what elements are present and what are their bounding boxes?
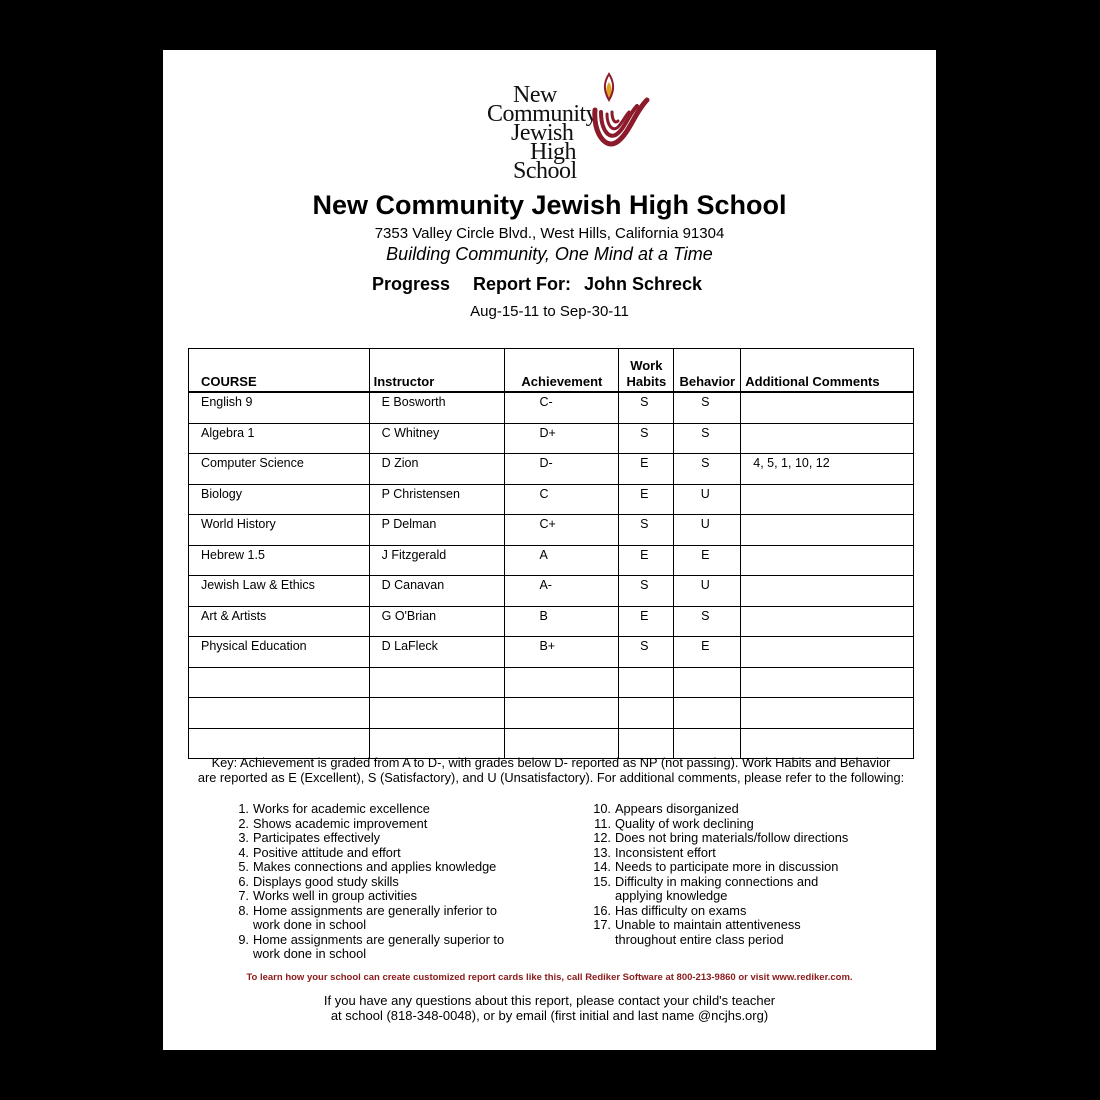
comment-code-text <box>611 831 848 846</box>
cell-course: Hebrew 1.5 <box>189 545 370 576</box>
cell-work-habits <box>619 698 674 729</box>
comment-code-text <box>249 831 380 846</box>
cell-instructor: D LaFleck <box>369 637 505 668</box>
comment-code-text <box>249 875 399 890</box>
cell-instructor: E Bosworth <box>369 392 505 423</box>
cell-comments: 4, 5, 1, 10, 12 <box>741 454 914 485</box>
comment-code-number: 16. <box>593 902 611 918</box>
cell-comments <box>741 484 914 515</box>
cell-comments <box>741 423 914 454</box>
comment-code-line: Home assignments are generally inferior to <box>253 902 497 918</box>
comment-code-number: 3. <box>238 830 249 845</box>
comment-code-line: throughout entire class period <box>615 931 784 947</box>
table-row <box>189 423 914 454</box>
comment-code-text <box>249 846 401 861</box>
comment-code-line: Works for academic excellence <box>253 801 430 816</box>
table-row <box>189 515 914 546</box>
comment-code-line: Participates effectively <box>253 830 381 845</box>
list-item <box>235 860 504 875</box>
cell-course <box>189 698 370 729</box>
comment-code-line: Appears disorganized <box>615 801 739 816</box>
list-item <box>589 875 848 904</box>
cell-behavior: U <box>674 515 741 546</box>
cell-course: Algebra 1 <box>189 423 370 454</box>
comment-code-text <box>611 875 818 904</box>
comment-code-line: Shows academic improvement <box>253 815 428 831</box>
cell-behavior: E <box>674 545 741 576</box>
cell-achievement: D+ <box>505 423 619 454</box>
school-motto: Building Community, One Mind at a Time <box>386 244 713 264</box>
comment-code-line: applying knowledge <box>615 888 728 903</box>
list-item <box>235 933 504 962</box>
table-row <box>189 484 914 515</box>
cell-course: Biology <box>189 484 370 515</box>
comment-codes-left <box>235 802 504 962</box>
grading-key-line-1: Key: Achievement is graded from A to D-, with grades below D- reported as NP (not passing). Work Habits and Behavior <box>211 755 891 770</box>
cell-instructor: D Canavan <box>369 576 505 607</box>
report-for-label: Report For: <box>473 274 571 294</box>
header-behavior: Behavior <box>674 349 741 393</box>
cell-achievement: C <box>505 484 619 515</box>
cell-achievement: B <box>505 606 619 637</box>
comment-code-text <box>611 918 801 947</box>
cell-work-habits <box>619 667 674 698</box>
table-header-row <box>189 349 914 393</box>
contact-line-1: If you have any questions about this report, please contact your child's teacher <box>323 993 776 1008</box>
list-item <box>589 846 848 861</box>
cell-course <box>189 728 370 759</box>
cell-comments <box>741 515 914 546</box>
grades-table <box>188 348 914 759</box>
cell-work-habits: S <box>619 637 674 668</box>
cell-work-habits: S <box>619 515 674 546</box>
school-logo <box>485 72 655 188</box>
list-item <box>589 860 848 875</box>
comment-code-line: work done in school <box>253 917 367 932</box>
cell-instructor <box>369 728 505 759</box>
comment-code-number: 1. <box>238 801 249 816</box>
list-item <box>235 817 504 832</box>
cell-behavior: S <box>674 454 741 485</box>
progress-label: Progress <box>372 274 451 294</box>
comment-code-number: 10. <box>593 801 611 816</box>
grading-key <box>188 755 914 785</box>
comment-code-text <box>249 802 430 817</box>
cell-instructor: P Christensen <box>369 484 505 515</box>
list-item <box>589 918 848 947</box>
comment-code-line: Unable to maintain attentiveness <box>615 917 801 932</box>
comment-code-text <box>611 846 716 861</box>
table-row <box>189 667 914 698</box>
cell-comments <box>741 545 914 576</box>
grading-key-line-2: are reported as E (Excellent), S (Satisfactory), and U (Unsatisfactory). For additional comments, please refer to the following: <box>197 770 905 785</box>
cell-work-habits: S <box>619 423 674 454</box>
table-row <box>189 606 914 637</box>
logo-line-2: Community <box>487 101 598 127</box>
header-work-habits <box>619 349 674 393</box>
table-row <box>189 545 914 576</box>
list-item <box>589 802 848 817</box>
cell-behavior: E <box>674 637 741 668</box>
comment-code-number: 11. <box>594 815 611 831</box>
cell-work-habits: S <box>619 392 674 423</box>
cell-achievement <box>505 667 619 698</box>
comment-code-number: 5. <box>238 859 249 874</box>
comment-code-number: 4. <box>238 844 249 860</box>
cell-behavior <box>674 667 741 698</box>
comment-code-line: Difficulty in making connections and <box>615 873 819 889</box>
list-item <box>589 904 848 919</box>
cell-comments <box>741 637 914 668</box>
comment-code-text <box>249 933 504 962</box>
cell-instructor <box>369 698 505 729</box>
cell-instructor <box>369 667 505 698</box>
header-work-habits-line1: Work <box>630 358 663 373</box>
cell-achievement: A <box>505 545 619 576</box>
cell-instructor: G O'Brian <box>369 606 505 637</box>
cell-comments <box>741 667 914 698</box>
menorah-flame-icon <box>585 72 655 172</box>
comment-code-number: 13. <box>593 844 611 860</box>
header-achievement: Achievement <box>505 349 619 393</box>
cell-behavior <box>674 728 741 759</box>
table-row <box>189 637 914 668</box>
comment-code-number: 9. <box>238 931 249 947</box>
cell-course: World History <box>189 515 370 546</box>
cell-behavior: S <box>674 423 741 454</box>
list-item <box>589 831 848 846</box>
cell-work-habits <box>619 728 674 759</box>
logo-line-3: Jewish <box>511 120 574 146</box>
cell-work-habits: E <box>619 606 674 637</box>
list-item <box>235 802 504 817</box>
comment-code-line: work done in school <box>253 946 367 961</box>
comment-code-number: 12. <box>593 830 611 845</box>
cell-comments <box>741 606 914 637</box>
header-instructor: Instructor <box>369 349 505 393</box>
cell-instructor: J Fitzgerald <box>369 545 505 576</box>
cell-achievement: B+ <box>505 637 619 668</box>
logo-line-5: School <box>513 158 577 184</box>
cell-achievement <box>505 728 619 759</box>
header-course: COURSE <box>189 349 370 393</box>
comment-code-number: 17. <box>593 917 611 932</box>
comment-code-line: Has difficulty on exams <box>615 902 747 918</box>
logo-wordmark <box>485 82 598 184</box>
school-name-heading: New Community Jewish High School <box>312 190 787 220</box>
comment-code-text <box>249 904 497 933</box>
list-item <box>235 831 504 846</box>
cell-achievement: C+ <box>505 515 619 546</box>
cell-instructor: C Whitney <box>369 423 505 454</box>
student-name: John Schreck <box>584 274 703 294</box>
comment-code-line: Inconsistent effort <box>615 844 716 860</box>
contact-note <box>163 993 936 1023</box>
cell-behavior: U <box>674 484 741 515</box>
cell-behavior: S <box>674 606 741 637</box>
cell-achievement: A- <box>505 576 619 607</box>
comment-code-line: Displays good study skills <box>253 873 399 889</box>
cell-course: Physical Education <box>189 637 370 668</box>
table-row <box>189 576 914 607</box>
cell-achievement: C- <box>505 392 619 423</box>
list-item <box>235 875 504 890</box>
cell-comments <box>741 728 914 759</box>
cell-work-habits: E <box>619 454 674 485</box>
comment-code-text <box>611 802 739 817</box>
logo-line-1: New <box>513 82 557 108</box>
comment-codes-right <box>589 802 848 947</box>
cell-instructor: P Delman <box>369 515 505 546</box>
cell-achievement: D- <box>505 454 619 485</box>
comment-code-line: Quality of work declining <box>615 815 754 831</box>
list-item <box>589 817 848 832</box>
cell-course <box>189 667 370 698</box>
cell-instructor: D Zion <box>369 454 505 485</box>
comment-code-text <box>249 889 417 904</box>
comment-code-text <box>249 860 496 875</box>
table-row <box>189 454 914 485</box>
cell-course: Art & Artists <box>189 606 370 637</box>
table-row <box>189 392 914 423</box>
list-item <box>235 846 504 861</box>
cell-work-habits: S <box>619 576 674 607</box>
header-comments: Additional Comments <box>741 349 914 393</box>
comment-code-text <box>611 860 838 875</box>
comment-code-text <box>611 904 746 919</box>
cell-course: Computer Science <box>189 454 370 485</box>
cell-behavior: S <box>674 392 741 423</box>
header-work-habits-line2: Habits <box>626 374 667 389</box>
rediker-ad: To learn how your school can create customized report cards like this, call Rediker Software at 800-213-9860 or visit www.rediker.com. <box>246 972 853 983</box>
cell-course: English 9 <box>189 392 370 423</box>
comment-code-number: 6. <box>238 873 249 889</box>
list-item <box>235 889 504 904</box>
report-card-page <box>163 50 936 1050</box>
table-row <box>189 728 914 759</box>
cell-behavior <box>674 698 741 729</box>
date-range: Aug-15-11 to Sep-30-11 <box>470 303 629 320</box>
cell-comments <box>741 576 914 607</box>
cell-work-habits: E <box>619 484 674 515</box>
cell-achievement <box>505 698 619 729</box>
comment-code-number: 14. <box>593 859 611 874</box>
cell-work-habits: E <box>619 545 674 576</box>
contact-line-2: at school (818-348-0048), or by email (first initial and last name @ncjhs.org) <box>330 1008 769 1023</box>
comment-code-text <box>249 817 427 832</box>
cell-behavior: U <box>674 576 741 607</box>
comment-code-number: 7. <box>238 888 249 903</box>
comment-code-line: Home assignments are generally superior to <box>253 931 505 947</box>
comment-code-number: 2. <box>238 815 249 831</box>
comment-code-line: Positive attitude and effort <box>253 844 401 860</box>
comment-code-number: 15. <box>593 873 611 889</box>
cell-course: Jewish Law & Ethics <box>189 576 370 607</box>
comment-code-line: Needs to participate more in discussion <box>615 859 839 874</box>
cell-comments <box>741 698 914 729</box>
comment-code-text <box>611 817 754 832</box>
comment-code-number: 8. <box>238 902 249 918</box>
comment-code-line: Works well in group activities <box>253 888 418 903</box>
comment-code-line: Makes connections and applies knowledge <box>253 859 497 874</box>
table-row <box>189 698 914 729</box>
list-item <box>235 904 504 933</box>
comment-code-line: Does not bring materials/follow directions <box>615 830 849 845</box>
logo-line-4: High <box>530 139 576 165</box>
cell-comments <box>741 392 914 423</box>
school-address: 7353 Valley Circle Blvd., West Hills, California 91304 <box>374 225 725 242</box>
